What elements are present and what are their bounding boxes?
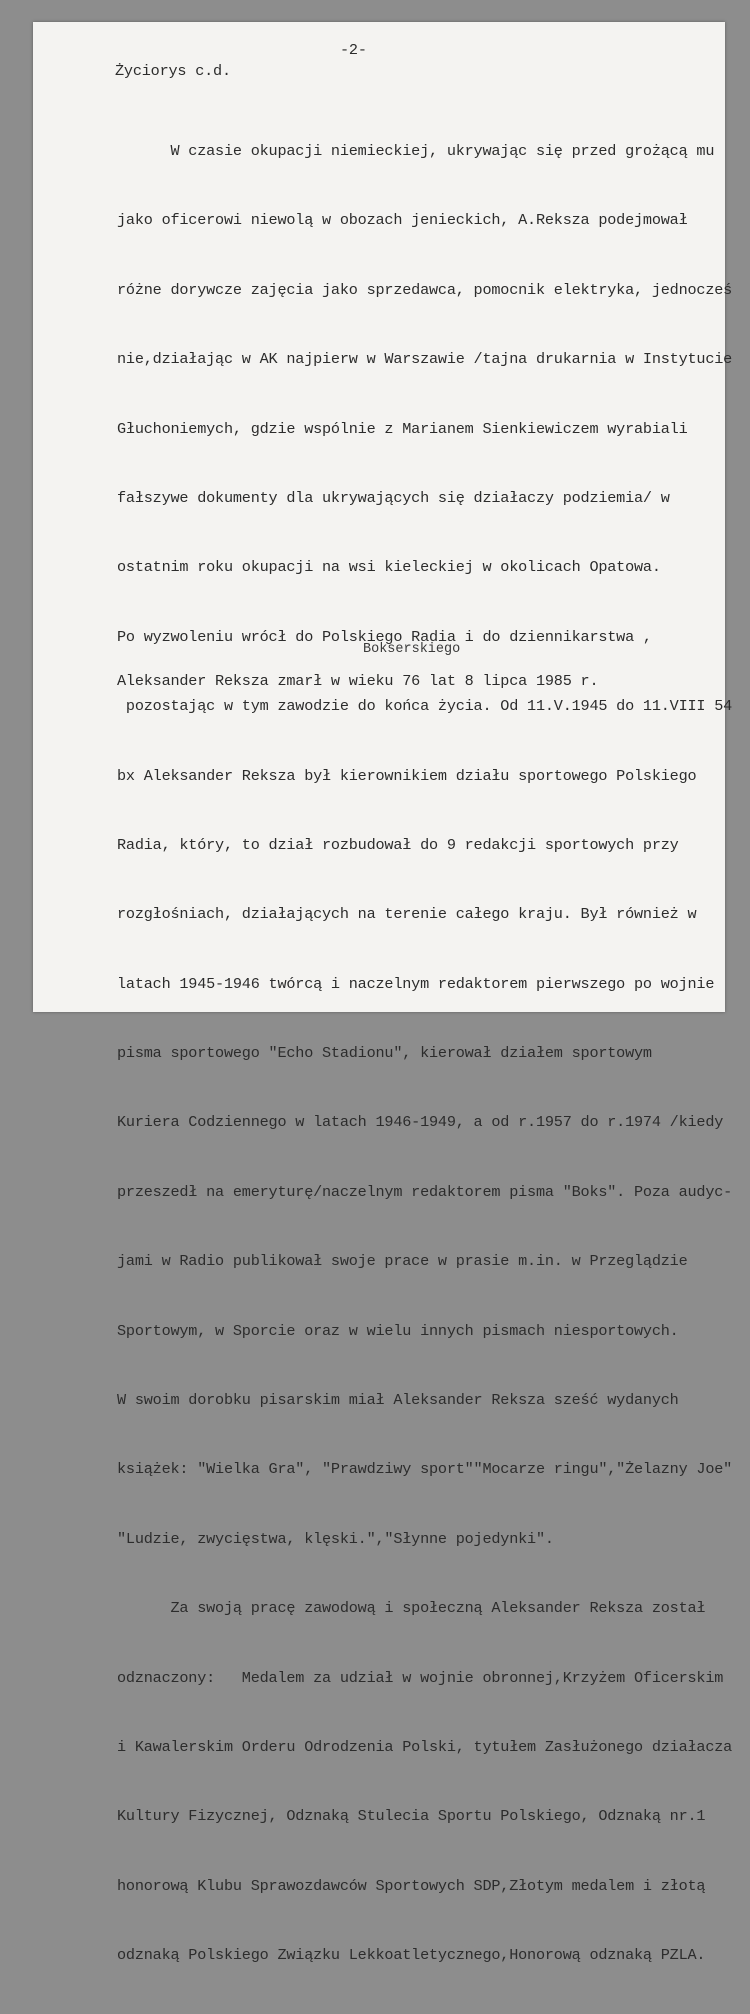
text-line: Za swoją pracę zawodową i społeczną Aleksander Reksza został: [117, 1599, 706, 1618]
text-line: latach 1945-1946 twórcą i naczelnym redaktorem pierwszego po wojnie: [117, 974, 715, 993]
page-heading: Życiorys c.d.: [115, 62, 231, 80]
text-line: rozgłośniach, działających na terenie całego kraju. Był również w: [117, 905, 697, 924]
text-line: Głuchoniemych, gdzie wspólnie z Marianem Sienkiewiczem wyrabiali: [117, 419, 688, 438]
text-line: książek: "Wielka Gra", "Prawdziwy sport""Mocarze ringu","Żelazny Joe": [117, 1460, 733, 1479]
text-line: W czasie okupacji niemieckiej, ukrywając się przed grożącą mu: [117, 142, 715, 160]
text-line: Kultury Fizycznej, Odznaką Stulecia Sportu Polskiego, Odznaką nr.1: [117, 1807, 706, 1826]
text-line: nie,działając w AK najpierw w Warszawie /tajna drukarnia w Instytucie: [117, 350, 733, 369]
closing-line: Aleksander Reksza zmarł w wieku 76 lat 8 lipca 1985 r.: [117, 672, 599, 690]
text-line: jami w Radio publikował swoje prace w prasie m.in. w Przeglądzie: [117, 1252, 688, 1271]
text-line: Kuriera Codziennego w latach 1946-1949, a od r.1957 do r.1974 /kiedy: [117, 1113, 724, 1132]
document-page: [33, 22, 733, 1965]
page-number: -2-: [340, 41, 367, 59]
text-line: odznaką Polskiego Związku Lekkoatletycznego,Honorową odznaką PZLA.: [117, 1946, 706, 1965]
text-line: przeszedł na emeryturę/naczelnym redaktorem pisma "Boks". Poza audyc-: [117, 1182, 733, 1201]
text-line: jako oficerowi niewolą w obozach jenieckich, A.Reksza podejmował: [117, 211, 688, 230]
text-line: różne dorywcze zajęcia jako sprzedawca, pomocnik elektryka, jednocześ: [117, 280, 733, 299]
text-line: Sportowym, w Sporcie oraz w wielu innych pismach niesportowych.: [117, 1321, 679, 1340]
body-text: [117, 94, 732, 2014]
text-line: Radia, który, to dział rozbudował do 9 redakcji sportowych przy: [117, 835, 679, 854]
text-line: odznaczony: Medalem za udział w wojnie obronnej,Krzyżem Oficerskim: [117, 1668, 724, 1687]
text-line: i Kawalerskim Orderu Odrodzenia Polski, tytułem Zasłużonego działacza: [117, 1737, 733, 1756]
text-line: pozostając w tym zawodzie do końca życia. Od 11.V.1945 do 11.VIII 54: [117, 697, 733, 716]
text-line: honorową Klubu Sprawozdawców Sportowych SDP,Złotym medalem i złotą: [117, 1876, 706, 1895]
text-line: fałszywe dokumenty dla ukrywających się działaczy podziemia/ w: [117, 488, 670, 507]
text-line: pisma sportowego "Echo Stadionu", kierował działem sportowym: [117, 1044, 652, 1063]
text-line: Po wyzwoleniu wrócł do Polskiego Radia i do dziennikarstwa ,: [117, 627, 652, 646]
text-line: "Ludzie, zwycięstwa, klęski.","Słynne pojedynki".: [117, 1529, 554, 1548]
text-line: bx Aleksander Reksza był kierownikiem działu sportowego Polskiego: [117, 766, 697, 785]
text-line: ostatnim roku okupacji na wsi kieleckiej w okolicach Opatowa.: [117, 558, 661, 577]
interlinear-correction: Bokserskiego: [363, 642, 461, 657]
text-line: W swoim dorobku pisarskim miał Aleksander Reksza sześć wydanych: [117, 1391, 679, 1410]
